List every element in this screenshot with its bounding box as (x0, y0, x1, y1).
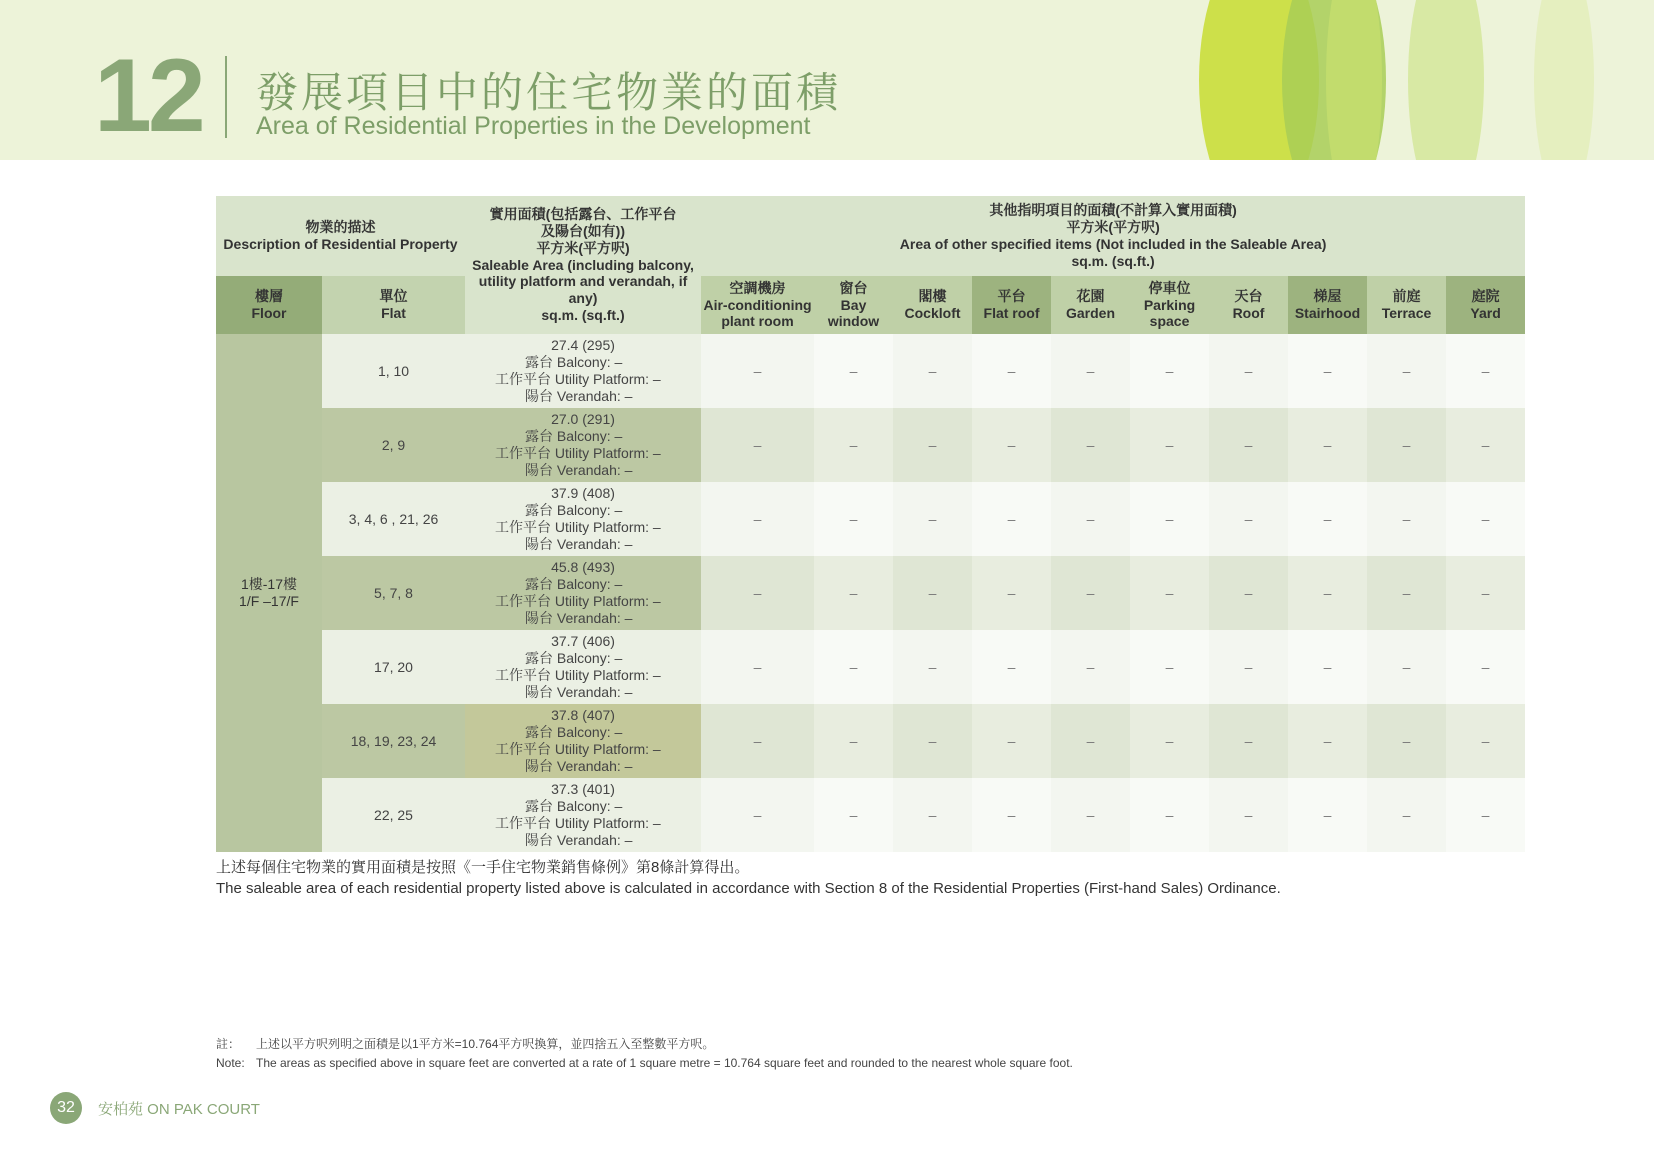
bay-window-cell: – (814, 778, 893, 852)
table-row (216, 778, 1525, 852)
header-flat: 單位 Flat (322, 276, 465, 334)
roof-cell: – (1209, 556, 1288, 630)
garden-cell: – (1051, 482, 1130, 556)
bay-window-cell: – (814, 408, 893, 482)
flat-cell: 17, 20 (322, 630, 465, 704)
bay-window-cell: – (814, 704, 893, 778)
air-conditioning-cell: – (701, 630, 814, 704)
header-saleable-area: 實用面積(包括露台、工作平台 及陽台(如有)) 平方米(平方呎) Saleable Area (including balcony, utility platform and verandah, if any) sq.m. (sq.ft.) (465, 196, 701, 334)
terrace-cell: – (1367, 482, 1446, 556)
header-stairhood: 梯屋 Stairhood (1288, 276, 1367, 334)
terrace-cell: – (1367, 630, 1446, 704)
flat-roof-cell: – (972, 556, 1051, 630)
bay-window-cell: – (814, 556, 893, 630)
header-terrace: 前庭 Terrace (1367, 276, 1446, 334)
flat-roof-cell: – (972, 334, 1051, 408)
bay-window-cell: – (814, 482, 893, 556)
roof-cell: – (1209, 704, 1288, 778)
table-row (216, 704, 1525, 778)
header-flat-roof: 平台 Flat roof (972, 276, 1051, 334)
garden-cell: – (1051, 556, 1130, 630)
stairhood-cell: – (1288, 408, 1367, 482)
saleable-cell: 37.8 (407) 露台 Balcony: – 工作平台 Utility Platform: – 陽台 Verandah: – (465, 704, 701, 778)
roof-cell: – (1209, 482, 1288, 556)
garden-cell: – (1051, 704, 1130, 778)
page-title-zh: 發展項目中的住宅物業的面積 (256, 69, 842, 116)
terrace-cell: – (1367, 556, 1446, 630)
table-row (216, 482, 1525, 556)
parking-space-cell: – (1130, 408, 1209, 482)
roof-cell: – (1209, 334, 1288, 408)
parking-space-cell: – (1130, 556, 1209, 630)
parking-space-cell: – (1130, 778, 1209, 852)
footnote-en: The saleable area of each residential property listed above is calculated in accordance with Section 8 of the Residential Properties (First-hand Sales) Ordinance. (216, 880, 1281, 897)
brand-name: 安柏苑 ON PAK COURT (98, 1101, 260, 1118)
saleable-cell: 27.0 (291) 露台 Balcony: – 工作平台 Utility Platform: – 陽台 Verandah: – (465, 408, 701, 482)
garden-cell: – (1051, 334, 1130, 408)
table-row (216, 556, 1525, 630)
parking-space-cell: – (1130, 334, 1209, 408)
note-label-zh: 註： (216, 1037, 241, 1051)
header-other-items: 其他指明項目的面積(不計算入實用面積) 平方米(平方呎) Area of other specified items (Not included in the Saleable Area) sq.m. (sq.ft.) (701, 196, 1525, 276)
yard-cell: – (1446, 408, 1525, 482)
yard-cell: – (1446, 704, 1525, 778)
flat-roof-cell: – (972, 630, 1051, 704)
cockloft-cell: – (893, 556, 972, 630)
cockloft-cell: – (893, 408, 972, 482)
bay-window-cell: – (814, 630, 893, 704)
floor-cell: 1樓-17樓 1/F –17/F (216, 334, 322, 852)
flat-cell: 1, 10 (322, 334, 465, 408)
flat-cell: 2, 9 (322, 408, 465, 482)
yard-cell: – (1446, 482, 1525, 556)
terrace-cell: – (1367, 334, 1446, 408)
stairhood-cell: – (1288, 556, 1367, 630)
air-conditioning-cell: – (701, 704, 814, 778)
header-description: 物業的描述 Description of Residential Property (216, 196, 465, 276)
parking-space-cell: – (1130, 630, 1209, 704)
cockloft-cell: – (893, 630, 972, 704)
header-floor: 樓層 Floor (216, 276, 322, 334)
note-label-en: Note: (216, 1056, 245, 1070)
cockloft-cell: – (893, 334, 972, 408)
header-cockloft: 閣樓 Cockloft (893, 276, 972, 334)
yard-cell: – (1446, 778, 1525, 852)
flat-roof-cell: – (972, 408, 1051, 482)
terrace-cell: – (1367, 704, 1446, 778)
stairhood-cell: – (1288, 778, 1367, 852)
saleable-cell: 27.4 (295) 露台 Balcony: – 工作平台 Utility Platform: – 陽台 Verandah: – (465, 334, 701, 408)
yard-cell: – (1446, 630, 1525, 704)
title-divider (225, 56, 227, 138)
roof-cell: – (1209, 778, 1288, 852)
flat-roof-cell: – (972, 482, 1051, 556)
table-row (216, 408, 1525, 482)
header-banner (0, 0, 1654, 160)
header-bay-window: 窗台 Bay window (814, 276, 893, 334)
yard-cell: – (1446, 334, 1525, 408)
parking-space-cell: – (1130, 704, 1209, 778)
flat-roof-cell: – (972, 778, 1051, 852)
decorative-leaves-graphic (1094, 0, 1654, 160)
garden-cell: – (1051, 630, 1130, 704)
stairhood-cell: – (1288, 630, 1367, 704)
bay-window-cell: – (814, 334, 893, 408)
air-conditioning-cell: – (701, 408, 814, 482)
roof-cell: – (1209, 630, 1288, 704)
table-row (216, 630, 1525, 704)
stairhood-cell: – (1288, 334, 1367, 408)
cockloft-cell: – (893, 704, 972, 778)
parking-space-cell: – (1130, 482, 1209, 556)
air-conditioning-cell: – (701, 778, 814, 852)
roof-cell: – (1209, 408, 1288, 482)
header-parking-space: 停車位 Parking space (1130, 276, 1209, 334)
area-table (216, 196, 1525, 852)
saleable-cell: 45.8 (493) 露台 Balcony: – 工作平台 Utility Platform: – 陽台 Verandah: – (465, 556, 701, 630)
section-number: 12 (94, 38, 202, 154)
garden-cell: – (1051, 408, 1130, 482)
yard-cell: – (1446, 556, 1525, 630)
note-text-en: The areas as specified above in square feet are converted at a rate of 1 square metre = 10.764 square feet and rounded to the nearest whole square foot. (256, 1056, 1073, 1070)
flat-cell: 18, 19, 23, 24 (322, 704, 465, 778)
stairhood-cell: – (1288, 482, 1367, 556)
table-row (216, 334, 1525, 408)
header-yard: 庭院 Yard (1446, 276, 1525, 334)
header-roof: 天台 Roof (1209, 276, 1288, 334)
terrace-cell: – (1367, 778, 1446, 852)
air-conditioning-cell: – (701, 556, 814, 630)
flat-cell: 22, 25 (322, 778, 465, 852)
header-garden: 花園 Garden (1051, 276, 1130, 334)
header-air-conditioning: 空調機房 Air-conditioning plant room (701, 276, 814, 334)
saleable-cell: 37.9 (408) 露台 Balcony: – 工作平台 Utility Platform: – 陽台 Verandah: – (465, 482, 701, 556)
terrace-cell: – (1367, 408, 1446, 482)
saleable-cell: 37.3 (401) 露台 Balcony: – 工作平台 Utility Platform: – 陽台 Verandah: – (465, 778, 701, 852)
footnote-zh: 上述每個住宅物業的實用面積是按照《一手住宅物業銷售條例》第8條計算得出。 (216, 859, 750, 876)
note-text-zh: 上述以平方呎列明之面積是以1平方米=10.764平方呎換算，並四捨五入至整數平方呎。 (256, 1037, 715, 1051)
flat-roof-cell: – (972, 704, 1051, 778)
note-zh (216, 1035, 714, 1052)
air-conditioning-cell: – (701, 482, 814, 556)
garden-cell: – (1051, 778, 1130, 852)
cockloft-cell: – (893, 482, 972, 556)
saleable-cell: 37.7 (406) 露台 Balcony: – 工作平台 Utility Platform: – 陽台 Verandah: – (465, 630, 701, 704)
air-conditioning-cell: – (701, 334, 814, 408)
page-title-en: Area of Residential Properties in the Development (256, 112, 811, 140)
note-en (216, 1056, 1073, 1070)
flat-cell: 5, 7, 8 (322, 556, 465, 630)
cockloft-cell: – (893, 778, 972, 852)
page-number-badge: 32 (50, 1092, 82, 1124)
flat-cell: 3, 4, 6 , 21, 26 (322, 482, 465, 556)
stairhood-cell: – (1288, 704, 1367, 778)
